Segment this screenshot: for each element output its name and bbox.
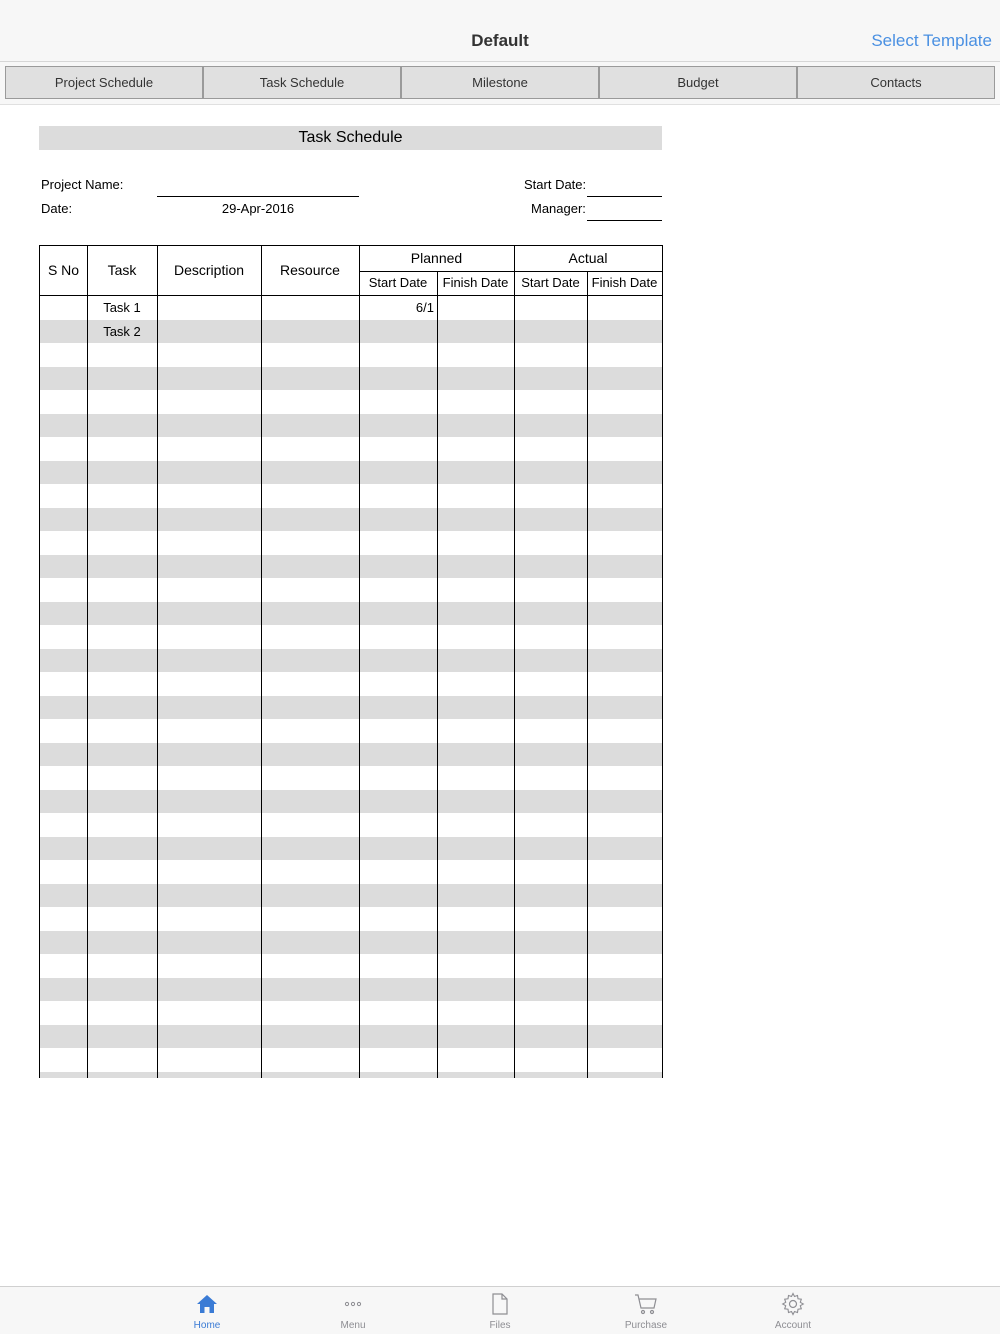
- header-task: Task: [107, 262, 137, 278]
- tab-files[interactable]: [460, 1287, 540, 1335]
- tab-purchase[interactable]: [606, 1287, 686, 1335]
- table-row: [40, 461, 663, 485]
- table-row: [40, 296, 663, 320]
- table-row: [40, 649, 663, 673]
- template-tabs: [0, 62, 1000, 105]
- table-row: [40, 1001, 663, 1025]
- table-row: [40, 414, 663, 438]
- column-divider: [437, 271, 438, 1078]
- table-row: [40, 978, 663, 1002]
- cell-planned-start[interactable]: 6/1: [415, 300, 434, 315]
- header-sno: S No: [47, 262, 80, 278]
- column-divider: [359, 246, 360, 1078]
- sheet-title: Task Schedule: [39, 126, 662, 150]
- cart-icon: [634, 1292, 658, 1316]
- column-divider: [87, 246, 88, 1078]
- tab-files-label: Files: [489, 1320, 511, 1331]
- tab-budget[interactable]: Budget: [599, 66, 797, 99]
- column-divider: [157, 246, 158, 1078]
- table-row: [40, 931, 663, 955]
- tab-account-label: Account: [774, 1320, 812, 1331]
- navigation-bar: [0, 0, 1000, 62]
- header-bottom-line: [40, 295, 663, 296]
- header-actual-finish: Finish Date: [591, 275, 658, 290]
- gear-icon: [781, 1292, 805, 1316]
- project-name-label: Project Name:: [41, 177, 124, 192]
- tab-menu-label: Menu: [340, 1320, 366, 1331]
- more-icon: [341, 1292, 365, 1316]
- header-actual-start: Start Date: [521, 275, 580, 290]
- project-name-underline: [157, 196, 359, 197]
- table-row: [40, 743, 663, 767]
- tab-contacts[interactable]: Contacts: [797, 66, 995, 99]
- task-table: [39, 245, 663, 1078]
- table-row: [40, 531, 663, 555]
- table-row: [40, 1072, 663, 1079]
- start-date-label: Start Date:: [524, 177, 587, 192]
- header-planned: Planned: [410, 250, 463, 266]
- table-row: [40, 484, 663, 508]
- table-row: [40, 437, 663, 461]
- table-row: [40, 954, 663, 978]
- table-row: [40, 1025, 663, 1049]
- page-title: Default: [471, 31, 529, 50]
- table-row: [40, 555, 663, 579]
- column-divider: [514, 246, 515, 1078]
- column-divider: [662, 246, 663, 1078]
- tab-task-schedule[interactable]: Task Schedule: [203, 66, 401, 99]
- column-divider: [261, 246, 262, 1078]
- tab-home-label: Home: [193, 1320, 221, 1331]
- table-row: [40, 837, 663, 861]
- header-planned-finish: Finish Date: [442, 275, 509, 290]
- header-resource: Resource: [280, 262, 340, 278]
- table-row: [40, 367, 663, 391]
- table-row: [40, 390, 663, 414]
- header-planned-start: Start Date: [368, 275, 428, 290]
- table-row: [40, 672, 663, 696]
- table-row: [40, 508, 663, 532]
- table-row: [40, 602, 663, 626]
- table-row: [40, 766, 663, 790]
- file-icon: [488, 1292, 512, 1316]
- header-actual: Actual: [568, 250, 608, 266]
- table-row: [40, 696, 663, 720]
- date-label: Date:: [41, 201, 73, 216]
- home-icon: [195, 1292, 219, 1316]
- header-divider: [359, 271, 663, 272]
- table-row: [40, 578, 663, 602]
- bottom-tab-bar: [0, 1286, 1000, 1334]
- tab-menu[interactable]: [313, 1287, 393, 1335]
- start-date-underline: [587, 196, 662, 197]
- cell-task[interactable]: Task 2: [103, 323, 141, 339]
- table-row: [40, 343, 663, 367]
- cell-task[interactable]: Task 1: [103, 300, 141, 315]
- table-row: [40, 719, 663, 743]
- tab-account[interactable]: [753, 1287, 833, 1335]
- table-row: [40, 1048, 663, 1072]
- table-row: [40, 320, 663, 344]
- tab-project-schedule[interactable]: Project Schedule: [5, 66, 203, 99]
- manager-label: Manager:: [531, 201, 586, 216]
- table-row: [40, 907, 663, 931]
- table-row: [40, 860, 663, 884]
- date-value[interactable]: 29-Apr-2016: [221, 201, 295, 216]
- tab-purchase-label: Purchase: [624, 1320, 668, 1331]
- table-row: [40, 884, 663, 908]
- manager-underline: [587, 220, 662, 221]
- select-template-button[interactable]: Select Template: [871, 31, 992, 50]
- table-row: [40, 790, 663, 814]
- header-description: Description: [173, 262, 245, 278]
- tab-home[interactable]: [167, 1287, 247, 1335]
- table-row: [40, 625, 663, 649]
- table-row: [40, 813, 663, 837]
- column-divider: [587, 271, 588, 1078]
- tab-milestone[interactable]: Milestone: [401, 66, 599, 99]
